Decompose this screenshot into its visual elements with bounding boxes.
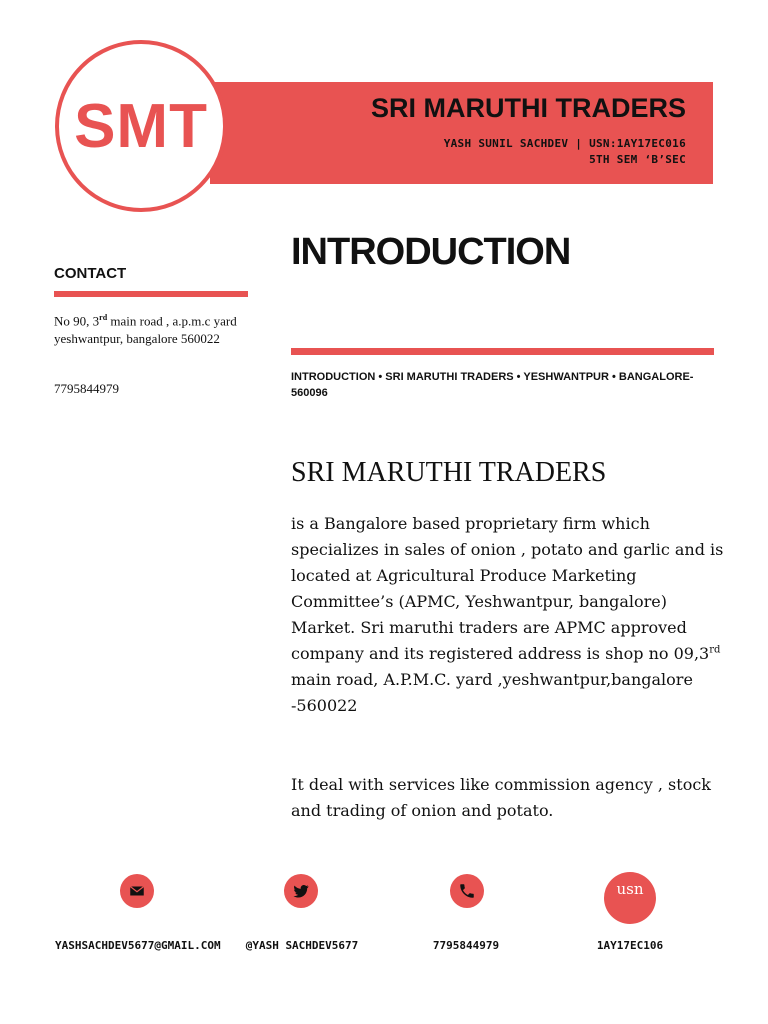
address-superscript: rd [99,313,108,322]
para1-text-continued: main road, A.P.M.C. yard ,yeshwantpur,bangalore -560022 [291,670,693,715]
para1-superscript: rd [709,644,721,656]
author-usn-line: YASH SUNIL SACHDEV | USN:1AY17EC016 [443,137,686,150]
address-rest: main road , a.p.m.c yard yeshwantpur, bangalore 560022 [54,313,237,347]
phone-icon [450,874,484,908]
body-paragraph-2: It deal with services like commission agency , stock and trading of onion and potato. [291,775,711,820]
footer-twitter[interactable]: @YASH SACHDEV5677 [245,939,359,952]
contact-heading: CONTACT [54,265,127,282]
contact-phone: 7795844979 [54,381,119,396]
usn-badge: usn [604,872,656,924]
contact-divider [54,291,248,297]
contact-address [54,309,254,348]
para1-text: is a Bangalore based proprietary firm which specializes in sales of onion , potato and garlic and is located at Agricultural Produce Marketing Committee’s (APMC, Yeshwantpur, bangalore) Market. Sri maruthi traders are APMC approved company and its registered address is shop no 09,3 [291,514,724,663]
logo-text: SMT [74,91,208,161]
company-name: SRI MARUTHI TRADERS [371,93,686,123]
section-title: SRI MARUTHI TRADERS [291,457,607,488]
intro-divider [291,348,714,355]
breadcrumb: INTRODUCTION • SRI MARUTHI TRADERS • YESHWANTPUR • BANGALORE-560096 [291,371,694,399]
footer-email[interactable]: YASHSACHDEV5677@GMAIL.COM [55,939,221,952]
semester-line: 5TH SEM ‘B’SEC [589,153,686,166]
email-icon [120,874,154,908]
page-title: INTRODUCTION [291,231,571,273]
footer-usn: 1AY17EC106 [596,939,664,952]
twitter-icon [284,874,318,908]
logo [55,40,227,212]
footer-phone: 7795844979 [432,939,500,952]
address-prefix: No 90, 3 [54,313,100,329]
body-paragraph-1 [291,511,731,719]
